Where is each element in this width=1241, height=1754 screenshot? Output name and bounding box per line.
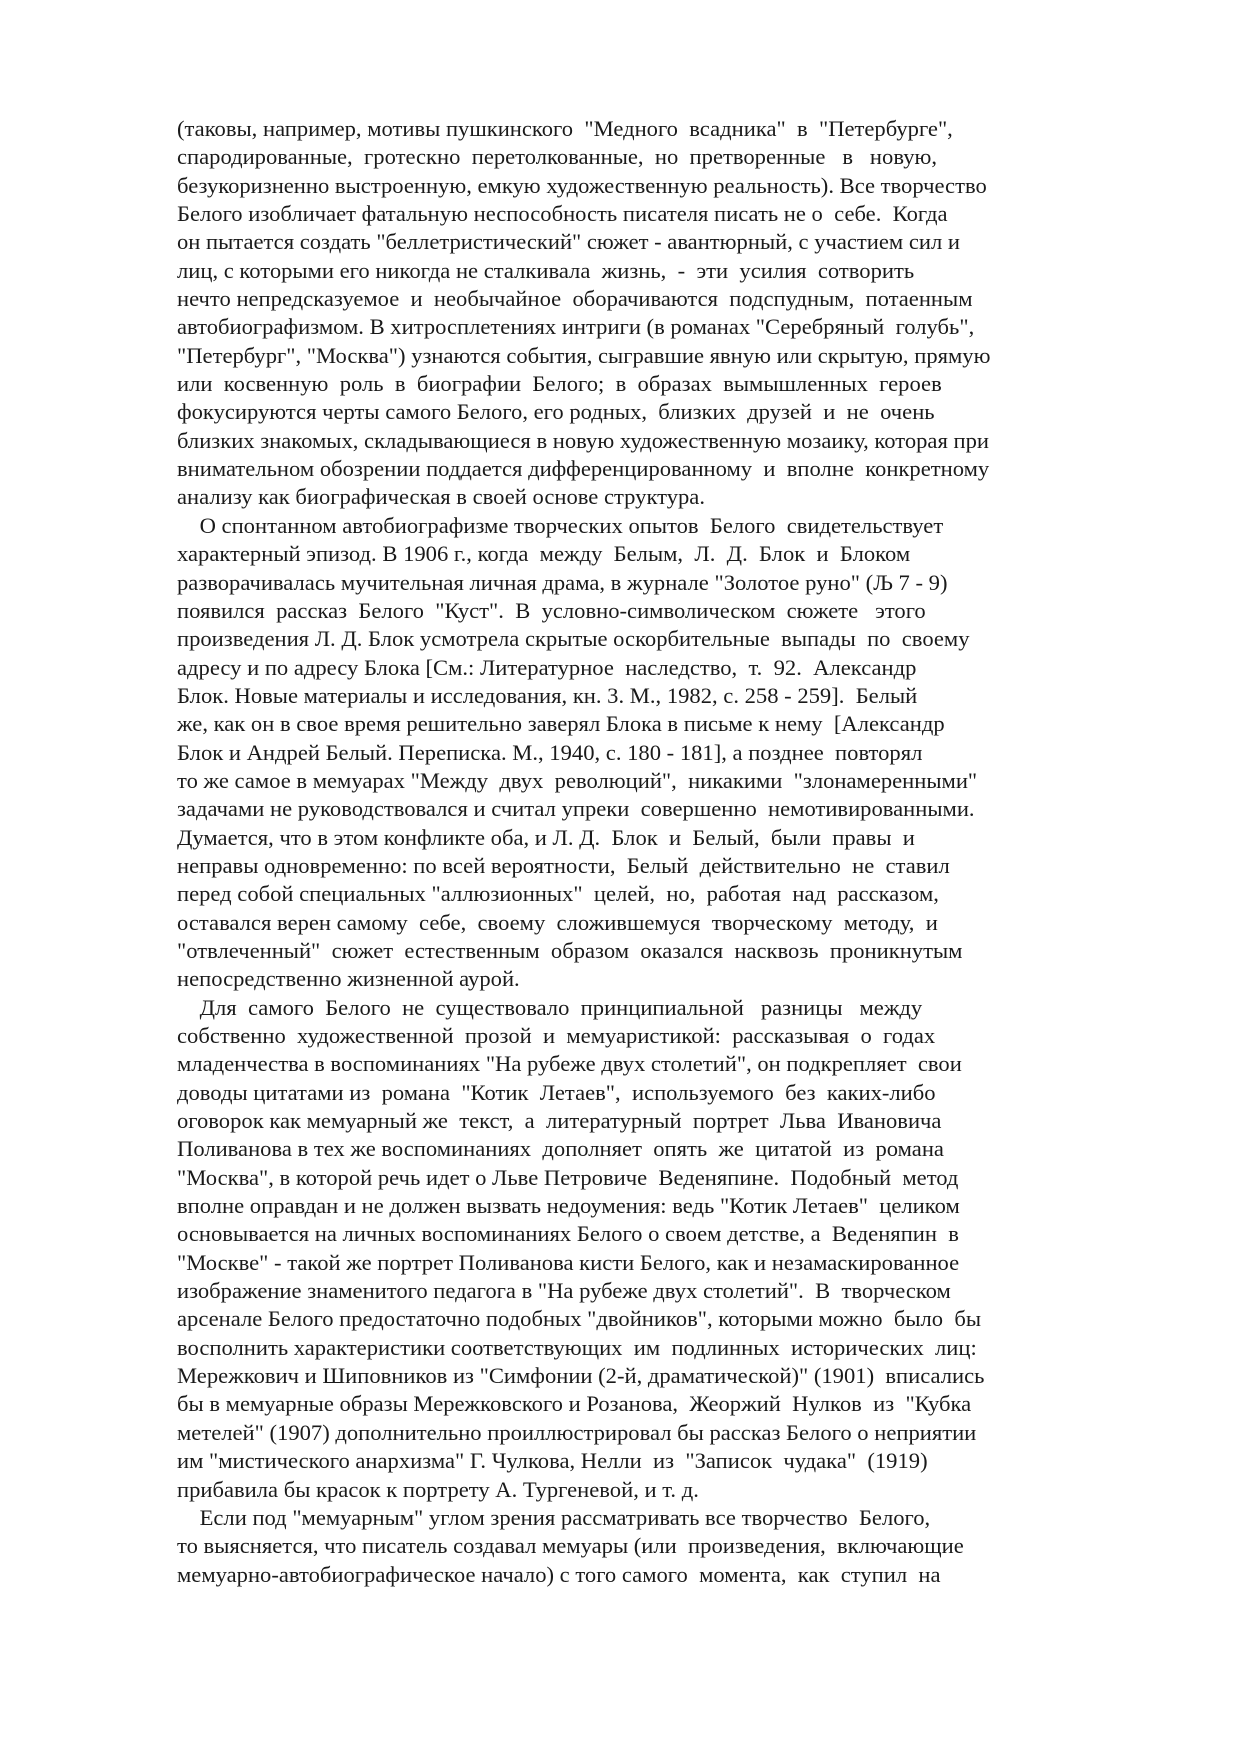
text-line: арсенале Белого предостаточно подобных "двойников", которыми можно было бы: [177, 1306, 982, 1332]
text-line: прибавила бы красок к портрету А. Тургеневой, и т. д.: [177, 1476, 699, 1502]
text-line: безукоризненно выстроенную, емкую художественную реальность). Все творчество: [177, 172, 987, 198]
text-line: (таковы, например, мотивы пушкинского "Медного всадника" в "Петербурге",: [177, 116, 953, 141]
text-line: неправы одновременно: по всей вероятности, Белый действительно не ставил: [177, 852, 950, 878]
text-line: нечто непредсказуемое и необычайное оборачиваются подспудным, потаенным: [177, 286, 973, 312]
text-line: доводы цитатами из романа "Котик Летаев", используемого без каких-либо: [177, 1079, 936, 1105]
text-line: метелей" (1907) дополнительно проиллюстрировал бы рассказ Белого о неприятии: [177, 1419, 977, 1445]
text-line: вполне оправдан и не должен вызвать недоумения: ведь "Котик Летаев" целиком: [177, 1193, 960, 1219]
text-line: Блок и Андрей Белый. Переписка. М., 1940, с. 180 - 181], а позднее повторял: [177, 739, 923, 765]
text-line: автобиографизмом. В хитросплетениях интриги (в романах "Серебряный голубь",: [177, 314, 975, 340]
text-line: "отвлеченный" сюжет естественным образом оказался насквозь проникнутым: [177, 937, 963, 963]
text-line: разворачивалась мучительная личная драма, в журнале "Золотое руно" (Љ 7 - 9): [177, 569, 948, 595]
text-line: "Петербург", "Москва") узнаются события, сыгравшие явную или скрытую, прямую: [177, 342, 991, 368]
text-line: оговорок как мемуарный же текст, а литературный портрет Льва Ивановича: [177, 1108, 942, 1134]
text-line: спародированные, гротескно перетолкованные, но претворенные в новую,: [177, 144, 938, 170]
text-line: Поливанова в тех же воспоминаниях дополняет опять же цитатой из романа: [177, 1136, 944, 1162]
text-line: произведения Л. Д. Блок усмотрела скрытые оскорбительные выпады по своему: [177, 626, 970, 652]
body-text: [177, 115, 1057, 1589]
text-line: внимательном обозрении поддается дифференцированному и вполне конкретному: [177, 456, 990, 482]
text-line: или косвенную роль в биографии Белого; в образах вымышленных героев: [177, 371, 942, 397]
text-line: собственно художественной прозой и мемуаристикой: рассказывая о годах: [177, 1023, 936, 1048]
text-line: перед собой специальных "аллюзионных" целей, но, работая над рассказом,: [177, 881, 939, 907]
text-line: он пытается создать "беллетристический" сюжет - авантюрный, с участием сил и: [177, 229, 960, 255]
text-line: бы в мемуарные образы Мережковского и Розанова, Жеоржий Нулков из "Кубка: [177, 1391, 972, 1417]
text-line: мемуарно-автобиографическое начало) с того самого момента, как ступил на: [177, 1561, 941, 1587]
text-line: Думается, что в этом конфликте оба, и Л. Д. Блок и Белый, были правы и: [177, 824, 915, 850]
text-line: задачами не руководствовался и считал упреки совершенно немотивированными.: [177, 796, 975, 822]
text-line: Для самого Белого не существовало принципиальной разницы между: [177, 994, 923, 1020]
text-line: характерный эпизод. В 1906 г., когда между Белым, Л. Д. Блок и Блоком: [177, 541, 911, 567]
text-line: О спонтанном автобиографизме творческих опытов Белого свидетельствует: [177, 512, 944, 538]
text-line: же, как он в свое время решительно заверял Блока в письме к нему [Александр: [177, 711, 945, 737]
text-line: близких знакомых, складывающиеся в новую художественную мозаику, которая при: [177, 427, 989, 453]
text-line: то же самое в мемуарах "Между двух революций", никакими "злонамеренными": [177, 767, 978, 793]
text-line: Мережкович и Шиповников из "Симфонии (2-й, драматической)" (1901) вписались: [177, 1363, 985, 1389]
text-line: Блок. Новые материалы и исследования, кн. 3. М., 1982, с. 258 - 259]. Белый: [177, 682, 918, 708]
text-line: фокусируются черты самого Белого, его родных, близких друзей и не очень: [177, 399, 935, 425]
text-line: анализу как биографическая в своей основе структура.: [177, 484, 705, 510]
text-line: младенчества в воспоминаниях "На рубеже двух столетий", он подкрепляет свои: [177, 1051, 962, 1077]
text-line: "Москва", в которой речь идет о Льве Петровиче Веденяпине. Подобный метод: [177, 1164, 959, 1190]
text-line: восполнить характеристики соответствующих им подлинных исторических лиц:: [177, 1334, 977, 1360]
text-line: основывается на личных воспоминаниях Белого о своем детстве, а Веденяпин в: [177, 1221, 959, 1247]
text-line: "Москве" - такой же портрет Поливанова кисти Белого, как и незамаскированное: [177, 1249, 960, 1275]
text-line: Если под "мемуарным" углом зрения рассматривать все творчество Белого,: [177, 1504, 931, 1530]
text-line: то выясняется, что писатель создавал мемуары (или произведения, включающие: [177, 1533, 964, 1559]
text-line: появился рассказ Белого "Куст". В условно-символическом сюжете этого: [177, 597, 926, 623]
text-line: им "мистического анархизма" Г. Чулкова, Нелли из "Записок чудака" (1919): [177, 1448, 928, 1474]
text-line: Белого изобличает фатальную неспособность писателя писать не о себе. Когда: [177, 201, 948, 227]
text-line: адресу и по адресу Блока [См.: Литературное наследство, т. 92. Александр: [177, 654, 917, 680]
text-line: изображение знаменитого педагога в "На рубеже двух столетий". В творческом: [177, 1278, 951, 1304]
text-line: оставался верен самому себе, своему сложившемуся творческому методу, и: [177, 909, 938, 935]
text-line: непосредственно жизненной аурой.: [177, 966, 520, 992]
text-line: лиц, с которыми его никогда не сталкивала жизнь, - эти усилия сотворить: [177, 257, 915, 283]
